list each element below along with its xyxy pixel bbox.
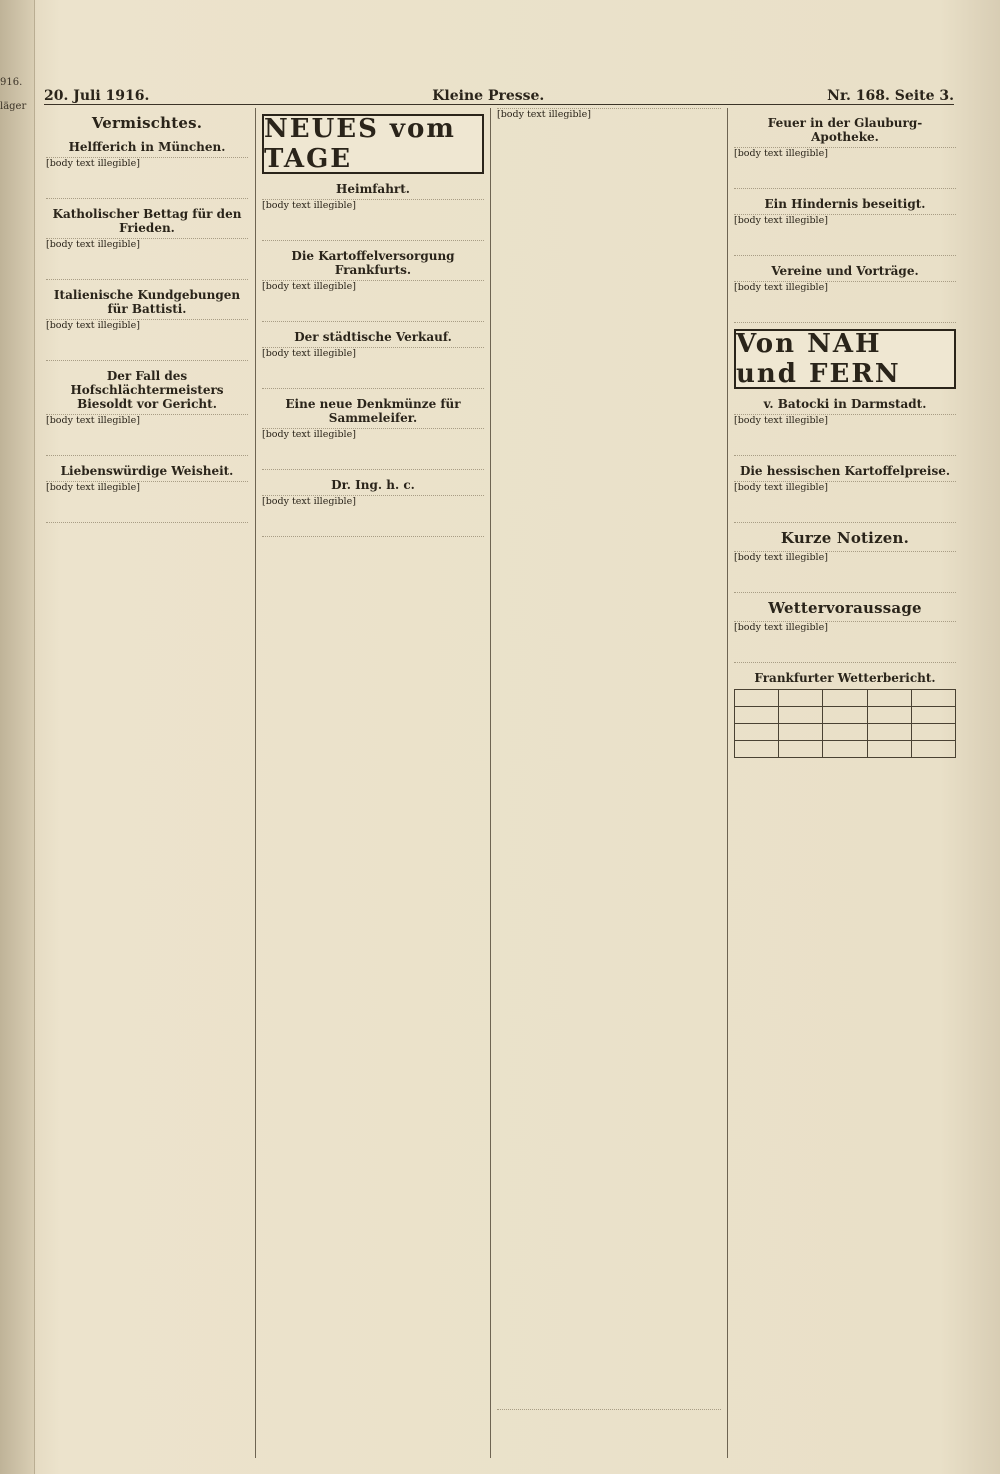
article-body-placeholder: [body text illegible]: [734, 621, 956, 663]
article-body-placeholder: [body text illegible]: [734, 214, 956, 256]
article-body-placeholder: [body text illegible]: [46, 319, 248, 361]
column-rule: [727, 108, 728, 1458]
article-body-placeholder: [body text illegible]: [734, 551, 956, 593]
article-heading: Liebenswürdige Weisheit.: [60, 464, 234, 478]
article-body-placeholder: [body text illegible]: [734, 281, 956, 323]
article-body-placeholder: [body text illegible]: [262, 495, 484, 537]
gutter-line: läger: [0, 101, 27, 112]
article-heading: Die Kartoffelversorgung Frankfurts.: [291, 249, 455, 277]
column-rule: [255, 108, 256, 1458]
masthead: [44, 82, 954, 105]
article-heading: Der städtische Verkauf.: [294, 330, 452, 344]
section-heading-vereine: Vereine und Vorträge.: [771, 264, 919, 278]
column-4: [734, 108, 956, 1458]
article-heading: Eine neue Denkmünze für Sammeleifer.: [285, 397, 461, 425]
article-heading: Feuer in der Glauburg-Apotheke.: [767, 116, 923, 144]
article-body-placeholder: [body text illegible]: [734, 481, 956, 523]
article-heading: Die hessischen Kartoffelpreise.: [739, 464, 951, 478]
article-heading: Der Fall des Hofschlächtermeisters Biesoldt vor Gericht.: [70, 369, 224, 411]
section-banner-von-nah-und-fern: Von NAH und FERN: [734, 329, 956, 389]
column-1: [46, 108, 248, 1458]
weather-table-caption: Frankfurter Wetterbericht.: [754, 671, 936, 685]
article-body-placeholder: [body text illegible]: [734, 147, 956, 189]
article-body-placeholder: [body text illegible]: [46, 414, 248, 456]
column-2: [262, 108, 484, 1458]
article-body-placeholder: [body text illegible]: [262, 280, 484, 322]
article-body-placeholder: [body text illegible]: [497, 108, 721, 1410]
article-body-placeholder: [body text illegible]: [262, 428, 484, 470]
article-heading: v. Batocki in Darmstadt.: [763, 397, 927, 411]
paper-name: Kleine Presse.: [432, 88, 545, 104]
weather-table: [734, 689, 956, 758]
section-heading-kurze-notizen: Kurze Notizen.: [780, 529, 910, 547]
adjacent-page-strip: [0, 0, 35, 1474]
issue-date: 20. Juli 1916.: [44, 88, 150, 104]
article-heading: Italienische Kundgebungen für Battisti.: [53, 288, 241, 316]
column-rule: [490, 108, 491, 1458]
article-body-placeholder: [body text illegible]: [262, 347, 484, 389]
article-body-placeholder: [body text illegible]: [46, 481, 248, 523]
article-body-placeholder: [body text illegible]: [46, 157, 248, 199]
column-3: [497, 108, 721, 1458]
gutter-line: 916.: [0, 77, 23, 88]
article-heading: Katholischer Bettag für den Frieden.: [52, 207, 242, 235]
article-heading: Ein Hindernis beseitigt.: [764, 197, 926, 211]
section-heading-vermischtes: Vermischtes.: [91, 114, 203, 132]
article-body-placeholder: [body text illegible]: [46, 238, 248, 280]
article-heading: Dr. Ing. h. c.: [331, 478, 415, 492]
article-heading: Helfferich in München.: [68, 140, 226, 154]
article-body-placeholder: [body text illegible]: [734, 414, 956, 456]
section-banner-neues-vom-tage: NEUES vom TAGE: [262, 114, 484, 174]
article-heading: Heimfahrt.: [336, 182, 410, 196]
section-heading-wettervoraussage: Wettervoraussage: [768, 599, 922, 617]
article-body-placeholder: [body text illegible]: [262, 199, 484, 241]
issue-page-number: Nr. 168. Seite 3.: [827, 88, 954, 104]
